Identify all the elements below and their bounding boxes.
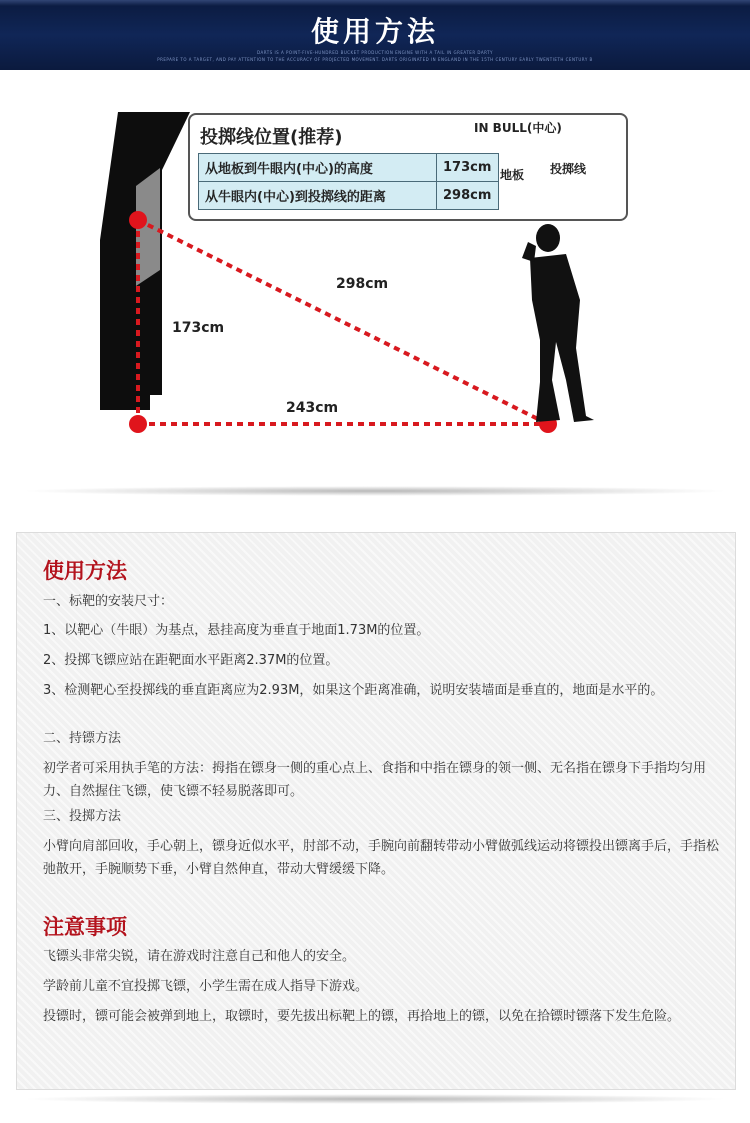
section-divider — [20, 486, 730, 496]
banner-subtext: PREPARE TO A TARGET, AND PAY ATTENTION TO THE ACCURACY OF PROJECTED MOVEMENT. DARTS ORIGINATED IN ENGLAND IN THE 15TH CENTURY EARLY TWENTIETH CENTURY B — [157, 57, 593, 62]
notice-paragraph: 学龄前儿童不宜投掷飞镖，小学生需在成人指导下游戏。 — [43, 979, 369, 994]
diagonal-distance-label: 298cm — [336, 276, 389, 292]
usage-paragraph: 三、投掷方法 — [43, 809, 122, 824]
table-row — [199, 154, 499, 182]
table-cell: 从地板到牛眼内(中心)的高度 — [199, 154, 437, 182]
floor-label: 地板 — [500, 168, 525, 182]
throw-line-diagram — [0, 90, 750, 470]
in-bull-label: IN BULL(中心) — [474, 121, 562, 135]
usage-paragraph: 1、以靶心（牛眼）为基点，悬挂高度为垂直于地面1.73M的位置。 — [43, 623, 430, 638]
player-silhouette — [522, 224, 594, 422]
floor-corner-dot — [129, 415, 147, 433]
usage-paragraph: 2、投掷飞镖应站在距靶面水平距离2.37M的位置。 — [43, 653, 339, 668]
bottom-shadow — [20, 1094, 730, 1104]
usage-paragraph: 二、持镖方法 — [43, 731, 122, 746]
height-distance-label: 173cm — [172, 320, 225, 336]
usage-paragraph: 3、检测靶心至投掷线的垂直距离应为2.93M，如果这个距离准确，说明安装墙面是垂直的，地面是水平的。 — [43, 683, 664, 698]
notice-section-title: 注意事项 — [43, 915, 127, 939]
page-title: 使用方法 — [310, 15, 439, 48]
instructions-panel — [16, 532, 736, 1090]
usage-paragraph: 一、标靶的安装尺寸： — [43, 594, 174, 609]
usage-section-title: 使用方法 — [43, 559, 127, 583]
usage-paragraph: 初学者可采用执手笔的方法：拇指在镖身一侧的重心点上、食指和中指在镖身的领一侧、无名指在镖身下手指均匀用力、自然握住飞镖，使飞镖不轻易脱落即可。 — [43, 761, 707, 799]
bull-dot — [129, 211, 147, 229]
table-cell: 298cm — [437, 182, 499, 210]
usage-paragraph: 小臂向肩部回收，手心朝上，镖身近似水平，肘部不动，手腕向前翻转带动小臂做弧线运动将镖投出镖离手后，手指松弛散开，手腕顺势下垂，小臂自然伸直，带动大臂缓缓下降。 — [43, 839, 720, 877]
dimension-table — [198, 153, 499, 210]
info-box-title: 投掷线位置(推荐) — [200, 127, 343, 148]
banner-subtext: DARTS IS A POINT-FIVE-HUNDRED BUCKET PRODUCTION ENGINE WITH A TAIL IN GREATER DARTY — [256, 50, 494, 55]
throw-line-label: 投掷线 — [550, 162, 587, 176]
notice-paragraph: 飞镖头非常尖锐，请在游戏时注意自己和他人的安全。 — [43, 949, 356, 964]
notice-paragraph: 投镖时，镖可能会被弹到地上，取镖时，要先拔出标靶上的镖，再拾地上的镖，以免在拾镖时镖落下发生危险。 — [43, 1009, 681, 1024]
header-banner — [0, 0, 750, 70]
floor-distance-label: 243cm — [286, 400, 339, 416]
table-row — [199, 182, 499, 210]
table-cell: 173cm — [437, 154, 499, 182]
table-cell: 从牛眼内(中心)到投掷线的距离 — [199, 182, 437, 210]
